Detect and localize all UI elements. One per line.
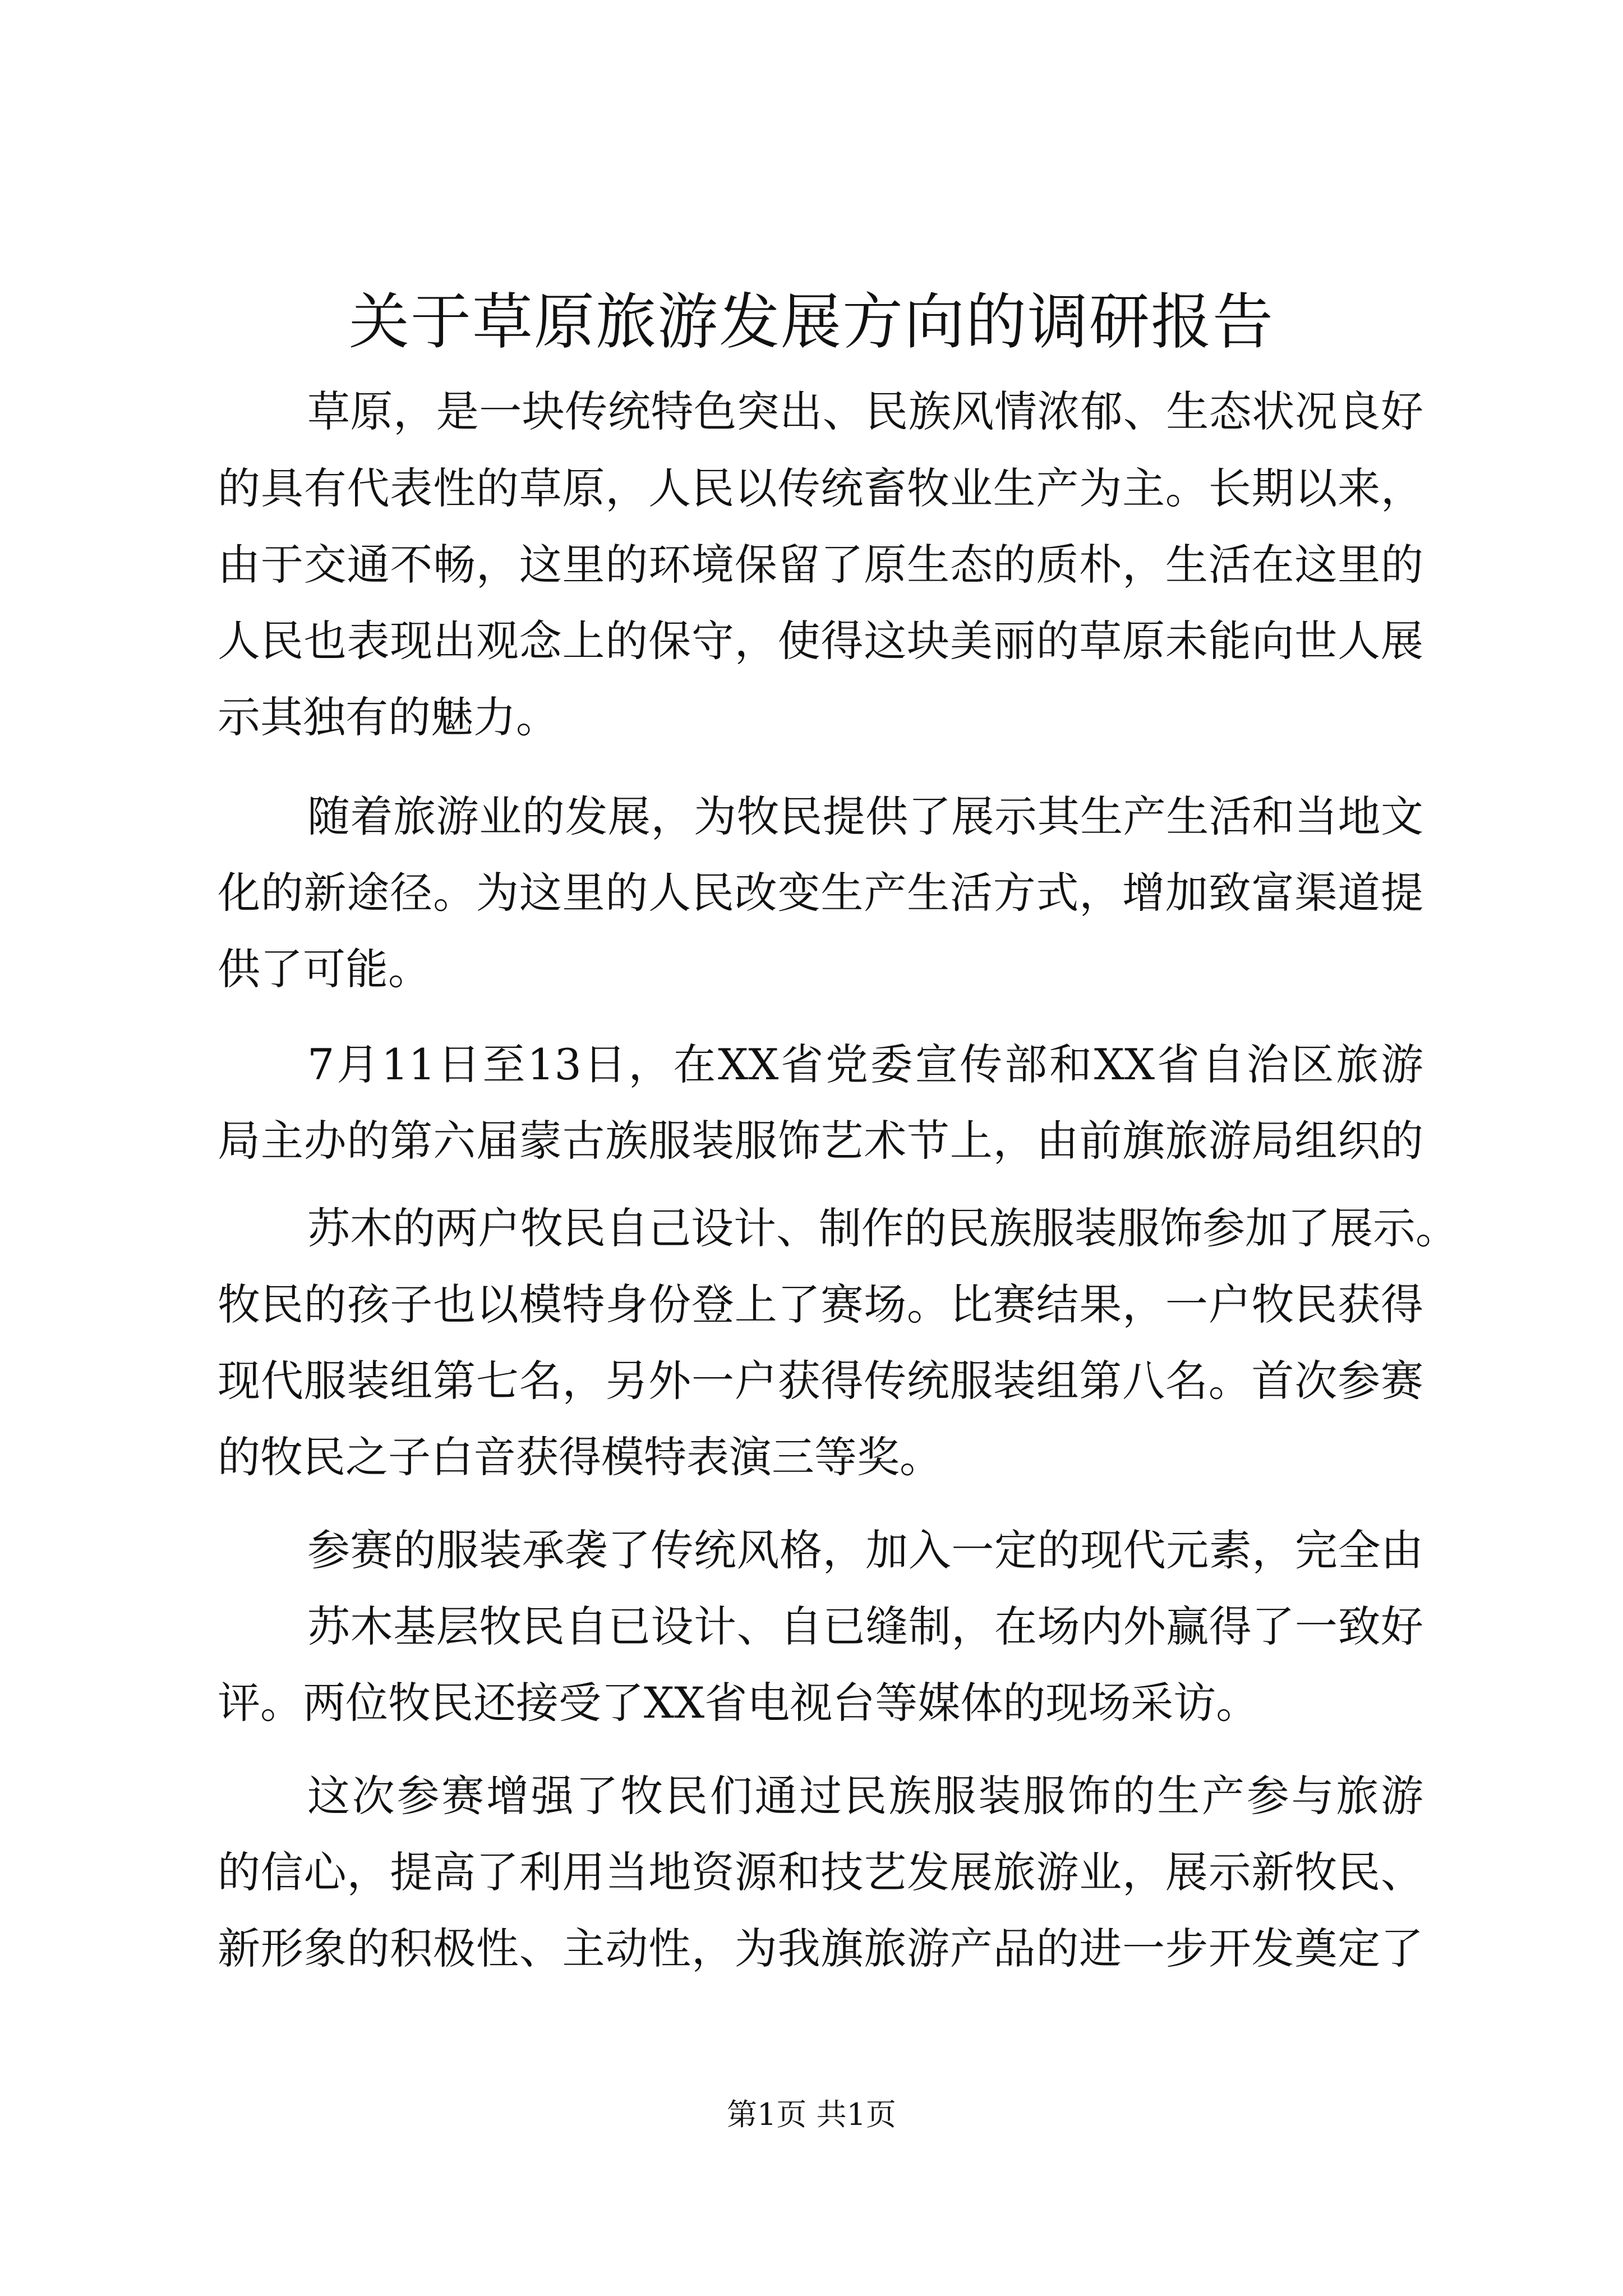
- text-line: 7月11日至13日，在XX省党委宣传部和XX省自治区旅游: [307, 1039, 1423, 1089]
- page-footer: 第1页 共1页: [727, 2097, 896, 2132]
- text-line: 这次参赛增强了牧民们通过民族服装服饰的生产参与旅游: [307, 1771, 1423, 1821]
- text-line: 的信心，提高了利用当地资源和技艺发展旅游业，展示新牧民、: [218, 1847, 1423, 1897]
- text-line: 现代服装组第七名，另外一户获得传统服装组第八名。首次参赛: [218, 1356, 1423, 1406]
- text-line: 供了可能。: [218, 944, 431, 994]
- text-line: 参赛的服装承袭了传统风格，加入一定的现代元素，完全由: [307, 1525, 1423, 1575]
- text-line: 的具有代表性的草原，人民以传统畜牧业生产为主。长期以来，: [218, 463, 1423, 513]
- text-line: 草原，是一块传统特色突出、民族风情浓郁、生态状况良好: [307, 386, 1423, 436]
- text-line: 苏木基层牧民自已设计、自已缝制，在场内外赢得了一致好: [307, 1602, 1423, 1651]
- text-line: 由于交通不畅，这里的环境保留了原生态的质朴，生活在这里的: [218, 540, 1423, 590]
- text-line: 的牧民之子白音获得模特表演三等奖。: [218, 1432, 942, 1482]
- text-line: 化的新途径。为这里的人民改变生产生活方式，增加致富渠道提: [218, 868, 1423, 918]
- text-line: 评。两位牧民还接受了XX省电视台等媒体的现场采访。: [218, 1678, 1259, 1728]
- text-line: 局主办的第六届蒙古族服装服饰艺术节上，由前旗旅游局组织的: [218, 1116, 1423, 1166]
- text-line: 示其独有的魅力。: [218, 692, 559, 742]
- text-line: 随着旅游业的发展，为牧民提供了展示其生产生活和当地文: [307, 792, 1423, 841]
- text-line: 苏木的两户牧民自己设计、制作的民族服装服饰参加了展示。: [307, 1203, 1458, 1253]
- text-line: 牧民的孩子也以模特身份登上了赛场。比赛结果，一户牧民获得: [218, 1280, 1423, 1329]
- document-title: 关于草原旅游发展方向的调研报告: [348, 287, 1274, 357]
- text-line: 人民也表现出观念上的保守，使得这块美丽的草原未能向世人展: [218, 616, 1423, 666]
- text-line: 新形象的积极性、主动性，为我旗旅游产品的进一步开发奠定了: [218, 1924, 1423, 1973]
